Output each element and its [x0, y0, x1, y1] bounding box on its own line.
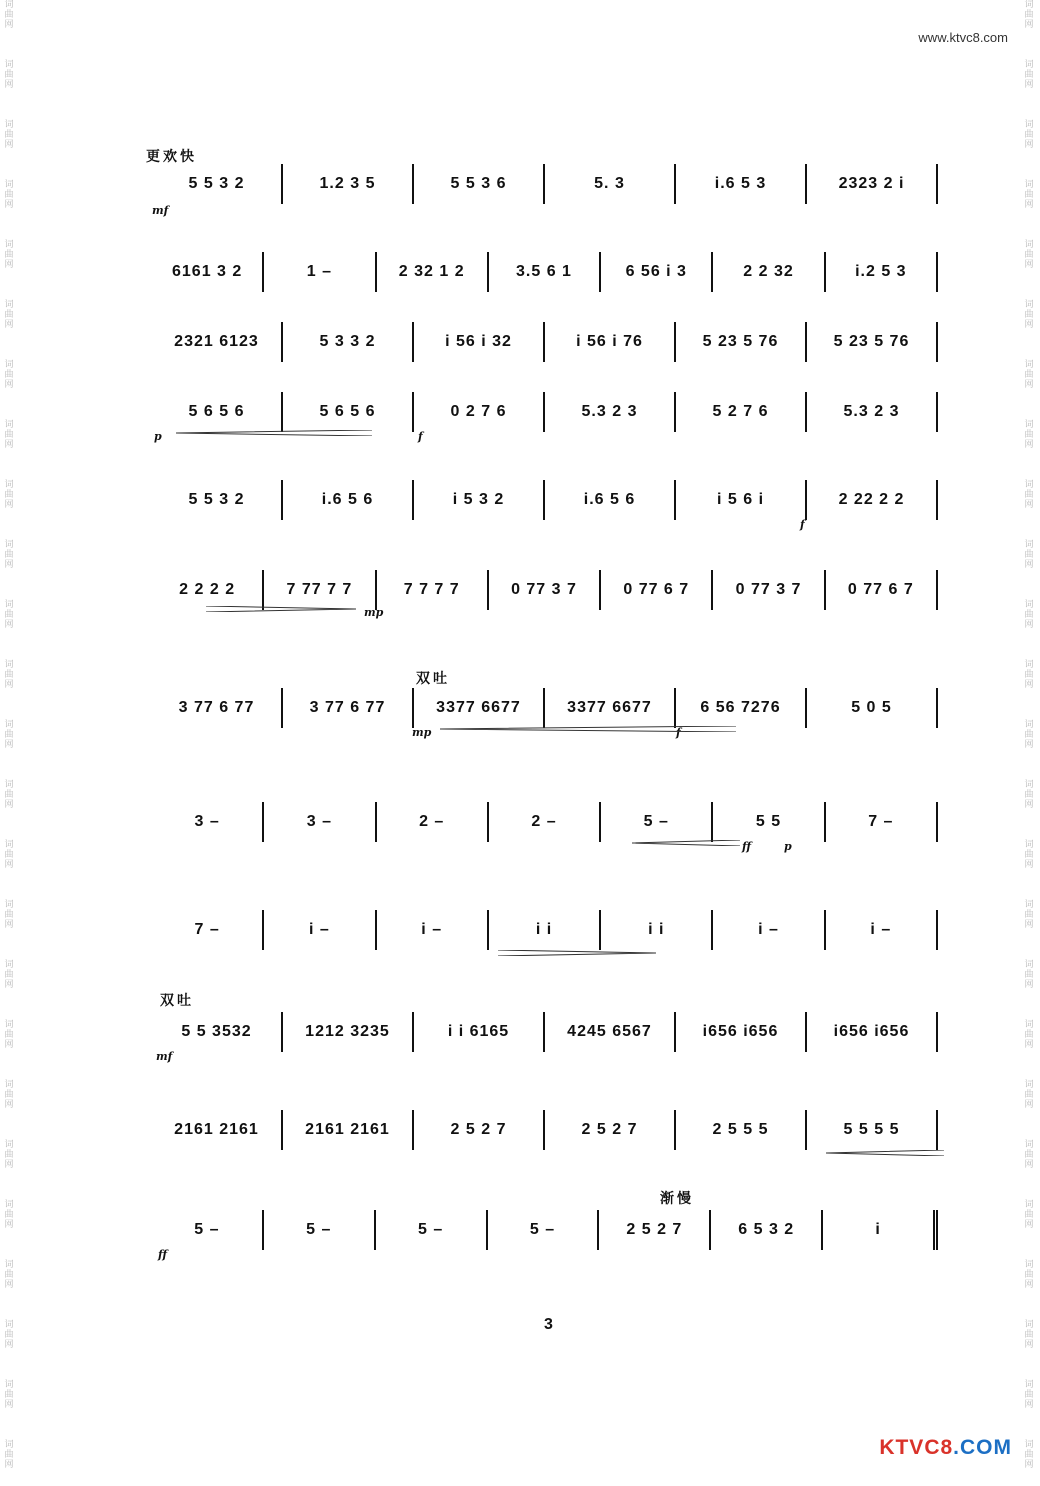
score-measure: 5. 3: [545, 164, 676, 204]
watermark-text: 词曲网: [4, 180, 14, 210]
score-measure: 0 77 6 7: [601, 570, 713, 610]
score-measure: 2 –: [377, 802, 489, 842]
watermark-text: 词曲网: [4, 720, 14, 750]
score-measure: 2 22 2 2: [807, 480, 938, 520]
dynamic-mark: mp: [412, 726, 432, 739]
watermark-text: 词曲网: [1024, 480, 1034, 510]
score-measure: 5 5 3532: [152, 1012, 283, 1052]
score-measure: 1 –: [264, 252, 376, 292]
dynamic-mark: p: [784, 840, 792, 853]
crescendo-hairpin: [632, 840, 740, 846]
score-measure: 0 2 7 6: [414, 392, 545, 432]
watermark-text: 词曲网: [1024, 1080, 1034, 1110]
page-number: 3: [544, 1316, 553, 1333]
score-measure: 5 5 3 6: [414, 164, 545, 204]
watermark-text: 词曲网: [4, 480, 14, 510]
score-measure: 2 5 2 7: [414, 1110, 545, 1150]
watermark-text: 词曲网: [1024, 1380, 1034, 1410]
watermark-text: 词曲网: [1024, 1260, 1034, 1290]
left-watermark-strip: [2, 0, 16, 1486]
score-measure: i i 6165: [414, 1012, 545, 1052]
watermark-text: 词曲网: [4, 780, 14, 810]
watermark-text: 词曲网: [1024, 300, 1034, 330]
score-measure: i i: [489, 910, 601, 950]
dynamic-mark: mf: [152, 204, 169, 217]
score-measure: 2 2 32: [713, 252, 825, 292]
score-measure: 5.3 2 3: [545, 392, 676, 432]
watermark-text: 词曲网: [1024, 360, 1034, 390]
score-measure: 0 77 3 7: [489, 570, 601, 610]
score-measure: 2 –: [489, 802, 601, 842]
watermark-text: 词曲网: [1024, 540, 1034, 570]
watermark-text: 词曲网: [1024, 420, 1034, 450]
score-measure: i: [823, 1210, 938, 1250]
score-measure: 2323 2 i: [807, 164, 938, 204]
tempo-marking-faster: 更欢快: [146, 149, 197, 165]
watermark-text: 词曲网: [4, 1020, 14, 1050]
watermark-text: 词曲网: [4, 360, 14, 390]
score-measure: 5 3 3 2: [283, 322, 414, 362]
watermark-text: 词曲网: [4, 900, 14, 930]
watermark-text: 词曲网: [4, 1080, 14, 1110]
score-measure: 3.5 6 1: [489, 252, 601, 292]
score-measure: 3377 6677: [545, 688, 676, 728]
score-measure: 5 2 7 6: [676, 392, 807, 432]
score-measure: 3377 6677: [414, 688, 545, 728]
score-measure: i656 i656: [676, 1012, 807, 1052]
watermark-text: 词曲网: [1024, 720, 1034, 750]
watermark-text: 词曲网: [4, 120, 14, 150]
score-row-1: [152, 164, 938, 204]
score-measure: 2321 6123: [152, 322, 283, 362]
watermark-text: 词曲网: [4, 1200, 14, 1230]
technique-marking-double-tongue: 双吐: [416, 671, 450, 687]
score-measure: 5 23 5 76: [676, 322, 807, 362]
score-measure: i 5 6 i: [676, 480, 807, 520]
watermark-text: 词曲网: [1024, 0, 1034, 30]
watermark-text: 词曲网: [1024, 60, 1034, 90]
score-measure: 5 5 3 2: [152, 164, 283, 204]
watermark-text: 词曲网: [1024, 1140, 1034, 1170]
score-measure: 5 –: [152, 1210, 264, 1250]
score-measure: 2 5 5 5: [676, 1110, 807, 1150]
score-measure: 6 5 3 2: [711, 1210, 823, 1250]
score-row-12: [152, 1210, 938, 1250]
logo-part: .COM: [953, 1436, 1012, 1459]
dynamic-mark: f: [418, 430, 423, 443]
score-measure: i.6 5 3: [676, 164, 807, 204]
score-measure: 5 –: [264, 1210, 376, 1250]
score-measure: 5 6 5 6: [283, 392, 414, 432]
watermark-text: 词曲网: [4, 300, 14, 330]
dynamic-mark: ff: [742, 840, 752, 853]
score-row-9: [152, 910, 938, 950]
site-logo: [879, 1436, 1012, 1460]
score-measure: i –: [377, 910, 489, 950]
watermark-text: 词曲网: [1024, 960, 1034, 990]
logo-part: KTV: [879, 1436, 925, 1459]
score-measure: 5 5: [713, 802, 825, 842]
score-measure: 5 –: [601, 802, 713, 842]
score-measure: i 56 i 32: [414, 322, 545, 362]
score-measure: 2161 2161: [152, 1110, 283, 1150]
score-measure: i 56 i 76: [545, 322, 676, 362]
score-measure: 5 –: [488, 1210, 600, 1250]
score-measure: 1212 3235: [283, 1012, 414, 1052]
diminuendo-hairpin: [498, 950, 656, 956]
watermark-text: 词曲网: [4, 1440, 14, 1470]
watermark-text: 词曲网: [4, 0, 14, 30]
score-measure: i.6 5 6: [545, 480, 676, 520]
watermark-text: 词曲网: [1024, 660, 1034, 690]
score-row-2: [152, 252, 938, 292]
watermark-text: 词曲网: [1024, 780, 1034, 810]
watermark-text: 词曲网: [1024, 1200, 1034, 1230]
score-measure: i 5 3 2: [414, 480, 545, 520]
watermark-text: 词曲网: [4, 960, 14, 990]
score-measure: i.2 5 3: [826, 252, 938, 292]
score-row-5: [152, 480, 938, 520]
score-row-8: [152, 802, 938, 842]
site-url: www.ktvc8.com: [918, 30, 1008, 45]
score-measure: 5 0 5: [807, 688, 938, 728]
dynamic-mark: f: [800, 518, 805, 531]
watermark-text: 词曲网: [1024, 1320, 1034, 1350]
dynamic-mark: f: [676, 726, 681, 739]
crescendo-hairpin: [440, 726, 736, 732]
score-measure: 5 5 5 5: [807, 1110, 938, 1150]
watermark-text: 词曲网: [4, 1320, 14, 1350]
score-measure: 6 56 i 3: [601, 252, 713, 292]
watermark-text: 词曲网: [1024, 1440, 1034, 1470]
watermark-text: 词曲网: [4, 600, 14, 630]
score-measure: 5.3 2 3: [807, 392, 938, 432]
score-measure: 3 –: [152, 802, 264, 842]
score-measure: i656 i656: [807, 1012, 938, 1052]
watermark-text: 词曲网: [4, 420, 14, 450]
diminuendo-hairpin: [206, 606, 356, 612]
dynamic-mark: mp: [364, 606, 384, 619]
watermark-text: 词曲网: [1024, 120, 1034, 150]
score-measure: 4245 6567: [545, 1012, 676, 1052]
score-measure: 2 32 1 2: [377, 252, 489, 292]
crescendo-hairpin: [826, 1150, 944, 1156]
score-measure: i i: [601, 910, 713, 950]
score-measure: 3 77 6 77: [152, 688, 283, 728]
watermark-text: 词曲网: [1024, 600, 1034, 630]
score-row-10: [152, 1012, 938, 1052]
watermark-text: 词曲网: [4, 1260, 14, 1290]
score-measure: i.6 5 6: [283, 480, 414, 520]
crescendo-hairpin: [176, 430, 372, 436]
watermark-text: 词曲网: [4, 240, 14, 270]
watermark-text: 词曲网: [1024, 840, 1034, 870]
score-row-6: [152, 570, 938, 610]
score-measure: 2161 2161: [283, 1110, 414, 1150]
watermark-text: 词曲网: [1024, 1020, 1034, 1050]
score-measure: 6 56 7276: [676, 688, 807, 728]
score-measure: 5 5 3 2: [152, 480, 283, 520]
score-measure: i –: [713, 910, 825, 950]
dynamic-mark: p: [154, 430, 162, 443]
score-measure: i –: [264, 910, 376, 950]
technique-marking-double-tongue-2: 双吐: [160, 993, 194, 1009]
dynamic-mark: mf: [156, 1050, 173, 1063]
score-measure: 7 –: [826, 802, 938, 842]
score-row-7: [152, 688, 938, 728]
watermark-text: 词曲网: [4, 60, 14, 90]
watermark-text: 词曲网: [1024, 240, 1034, 270]
right-watermark-strip: [1022, 0, 1036, 1486]
watermark-text: 词曲网: [4, 1380, 14, 1410]
score-measure: 0 77 3 7: [713, 570, 825, 610]
score-measure: 7 77 7 7: [264, 570, 376, 610]
score-measure: 5 –: [376, 1210, 488, 1250]
watermark-text: 词曲网: [4, 540, 14, 570]
score-measure: 2 5 2 7: [545, 1110, 676, 1150]
score-row-11: [152, 1110, 938, 1150]
score-measure: 7 7 7 7: [377, 570, 489, 610]
watermark-text: 词曲网: [1024, 180, 1034, 210]
tempo-marking-ritardando: 渐慢: [660, 1191, 694, 1207]
score-measure: 2 2 2 2: [152, 570, 264, 610]
score-measure: 0 77 6 7: [826, 570, 938, 610]
score-measure: 6161 3 2: [152, 252, 264, 292]
dynamic-mark: ff: [158, 1248, 168, 1261]
watermark-text: 词曲网: [4, 1140, 14, 1170]
watermark-text: 词曲网: [1024, 900, 1034, 930]
score-measure: 5 23 5 76: [807, 322, 938, 362]
score-measure: 7 –: [152, 910, 264, 950]
score-measure: 1.2 3 5: [283, 164, 414, 204]
score-row-4: [152, 392, 938, 432]
score-measure: 3 77 6 77: [283, 688, 414, 728]
score-measure: 2 5 2 7: [599, 1210, 711, 1250]
score-measure: i –: [826, 910, 938, 950]
watermark-text: 词曲网: [4, 840, 14, 870]
logo-part: C8: [924, 1436, 954, 1459]
score-row-3: [152, 322, 938, 362]
watermark-text: 词曲网: [4, 660, 14, 690]
score-measure: 3 –: [264, 802, 376, 842]
score-measure: 5 6 5 6: [152, 392, 283, 432]
